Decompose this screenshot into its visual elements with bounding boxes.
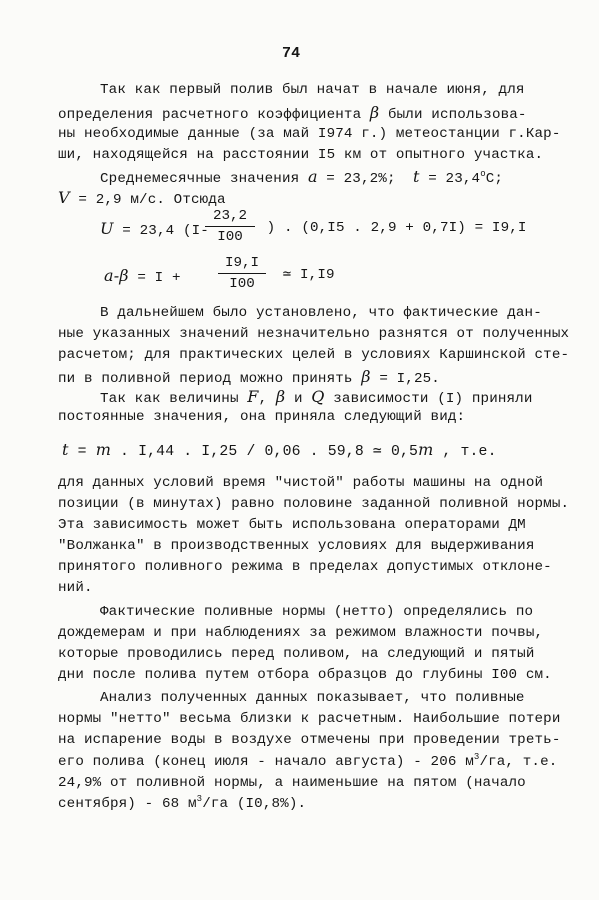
equation-1-right: ) . (0,I5 . 2,9 + 0,7I) = I9,I xyxy=(258,220,527,236)
text-line: дождемерам и при наблюдениях за режимом влажности почвы, xyxy=(58,625,544,641)
text-line: принятого поливного режима в пределах допустимых отклоне- xyxy=(58,559,552,575)
text-line: Анализ полученных данных показывает, что поливные xyxy=(100,690,525,706)
equation-3: t = m . I,44 . I,25 / 0,06 . 59,8 ≃ 0,5m , т.е. xyxy=(62,440,497,460)
text-line: которые проводились перед поливом, на следующий и пятый xyxy=(58,646,535,662)
text-line: ши, находящейся на расстоянии I5 км от опытного участка. xyxy=(58,147,544,163)
text-line: сентября) - 68 $м^3/га$ (I0,8%). xyxy=(58,794,307,812)
text-line: его полива (конец июля - начало августа) - 206 $м^3/га$, т.е. xyxy=(58,752,558,770)
text-line: Фактические поливные нормы (нетто) определялись по xyxy=(100,604,534,620)
text-line: ные указанных значений незначительно разнятся от полученных xyxy=(58,326,570,342)
text-line: на испарение воды в воздухе отмечены при проведении треть- xyxy=(58,732,561,748)
a-symbol: a xyxy=(307,167,318,186)
equation-1-fraction: $\frac{23,2}{I00}$ xyxy=(205,208,255,246)
text-line: "Волжанка" в производственных условиях для выдерживания xyxy=(58,538,535,554)
text-line: В дальнейшем было установлено, что фактические дан- xyxy=(100,305,542,321)
text-line: для данных условий время "чистой" работы машины на одной xyxy=(58,475,544,491)
text-line: позиции (в минутах) равно половине заданной поливной нормы. xyxy=(58,496,570,512)
text-line: нормы "нетто" весьма близки к расчетным. Наибольшие потери xyxy=(58,711,561,727)
equation-1-left: U = 23,4 (I- xyxy=(100,219,218,239)
text-line: пи в поливной период можно принять β = I,25. xyxy=(58,367,440,387)
q-symbol: Q xyxy=(311,387,325,406)
equation-2-right: ≃ I,I9 xyxy=(274,267,335,283)
text-line: ний. xyxy=(58,580,93,596)
beta-symbol: β xyxy=(369,103,380,122)
beta-symbol: β xyxy=(361,367,371,386)
f-symbol: F xyxy=(247,387,259,406)
text-line: Среднемесячные значения a = 23,2%; $t = 23,4^oC$; xyxy=(100,167,504,187)
text-line: расчетом; для практических целей в условиях Каршинской сте- xyxy=(58,347,570,363)
text-line: Так как величины F, β и Q зависимости (I) приняли xyxy=(100,387,533,407)
equation-2-left: a-β = I + xyxy=(104,266,190,286)
text-line: определения расчетного коэффициента β были использова- xyxy=(58,103,527,123)
text-line: ны необходимые данные (за май I974 г.) метеостанции г.Кар- xyxy=(58,126,561,142)
t-symbol: t xyxy=(412,167,420,186)
beta-symbol: β xyxy=(275,387,286,406)
equation-2-fraction: $\frac{I9,I}{I00}$ xyxy=(218,255,266,293)
text-line: дни после полива путем отбора образцов до глубины I00 см. xyxy=(58,667,552,683)
text-line: 24,9% от поливной нормы, а наименьшие на пятом (начало xyxy=(58,775,526,791)
text-line: V = 2,9 м/с. Отсюда xyxy=(58,188,226,208)
page-number: 74 xyxy=(282,45,301,62)
text-line: Так как первый полив был начат в начале июня, для xyxy=(100,82,525,98)
text-line: постоянные значения, она приняла следующий вид: xyxy=(58,409,466,425)
v-symbol: V xyxy=(58,188,70,207)
text-line: Эта зависимость может быть использована операторами ДМ xyxy=(58,517,526,533)
